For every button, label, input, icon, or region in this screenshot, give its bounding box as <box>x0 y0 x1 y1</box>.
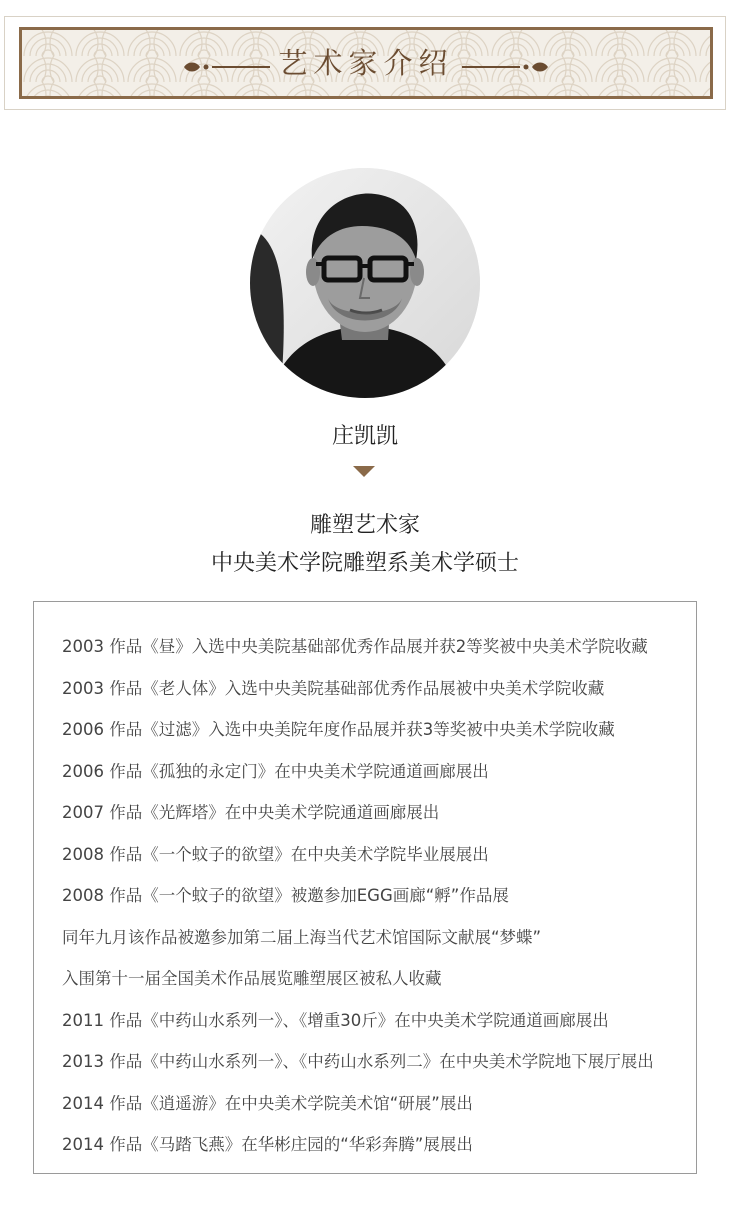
bio-item: 2006 作品《孤独的永定门》在中央美术学院通道画廊展出 <box>62 761 489 781</box>
bio-item: 2003 作品《老人体》入选中央美院基础部优秀作品展被中央美术学院收藏 <box>62 678 605 698</box>
header-banner <box>19 27 713 99</box>
bio-item: 2014 作品《马踏飞燕》在华彬庄园的“华彩奔腾”展展出 <box>62 1135 473 1154</box>
bio-item: 2011 作品《中药山水系列一》、《增重30斤》在中央美术学院通道画廊展出 <box>62 1010 609 1030</box>
artist-title: 雕塑艺术家 <box>309 513 420 538</box>
bio-list <box>62 626 654 1166</box>
bio-item: 入围第十一届全国美术作品展览雕塑展区被私人收藏 <box>62 969 442 988</box>
bio-item: 2006 作品《过滤》入选中央美院年度作品展并获3等奖被中央美术学院收藏 <box>62 720 615 739</box>
artist-avatar <box>250 168 480 398</box>
artist-degree: 中央美术学院雕塑系美术学硕士 <box>210 551 519 576</box>
bio-item: 2008 作品《一个蚊子的欲望》在中央美术学院毕业展展出 <box>62 844 489 864</box>
bio-box <box>33 601 697 1174</box>
bio-item: 2014 作品《逍遥游》在中央美术学院美术馆“研展”展出 <box>62 1093 473 1113</box>
down-arrow-icon <box>353 466 375 477</box>
page-title: 艺术家介绍 <box>278 46 454 80</box>
section-header <box>4 16 726 110</box>
bio-item: 2003 作品《昼》入选中央美院基础部优秀作品展并获2等奖被中央美术学院收藏 <box>62 637 648 656</box>
bio-item: 2013 作品《中药山水系列一》、《中药山水系列二》在中央美术学院地下展厅展出 <box>62 1052 654 1071</box>
artist-name: 庄凯凯 <box>331 424 398 449</box>
bio-item: 同年九月该作品被邀参加第二届上海当代艺术馆国际文献展“梦蝶” <box>62 927 542 947</box>
bio-item: 2007 作品《光辉塔》在中央美术学院通道画廊展出 <box>62 803 440 822</box>
portrait-image <box>250 168 480 398</box>
bio-item: 2008 作品《一个蚊子的欲望》被邀参加EGG画廊“孵”作品展 <box>62 886 509 905</box>
